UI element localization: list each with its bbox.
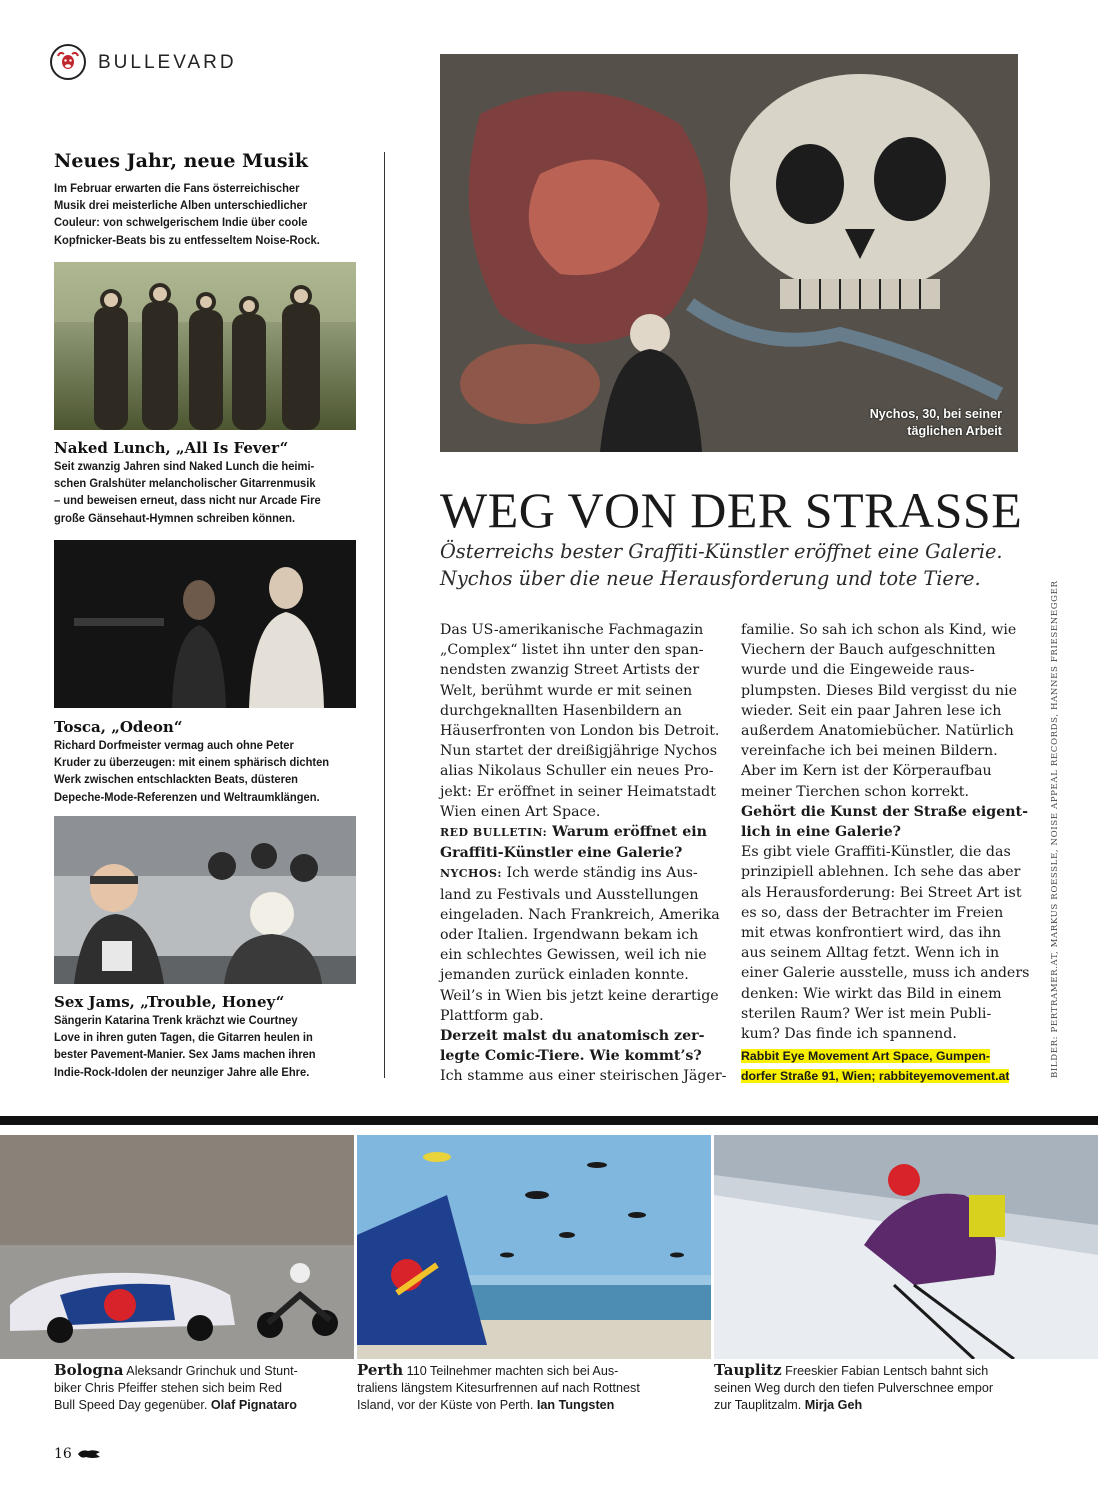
article-column-1 [440, 620, 730, 1087]
caption-text: seinen Weg durch den tiefen Pulverschnee empor [714, 1381, 994, 1395]
deck-line: Österreichs bester Graffiti-Künstler eröffnet eine Galerie. [440, 540, 1003, 563]
album-line: Seit zwanzig Jahren sind Naked Lunch die heimi- [54, 459, 315, 473]
body-line: Welt, berühmt wurde er mit seinen [440, 682, 693, 699]
caption-text: Freeskier Fabian Lentsch bahnt sich [781, 1364, 989, 1378]
body-line: durchgeknallten Hasenbildern an [440, 702, 682, 719]
answer-text: Ich werde ständig ins Aus- [501, 865, 698, 882]
answer-1 [440, 863, 730, 884]
section-divider-bar [0, 1116, 1098, 1125]
caption-city: Tauplitz [714, 1361, 782, 1379]
body-line: wurde und die Eingeweide raus- [741, 662, 975, 679]
page-number [54, 1446, 102, 1462]
question-text: lich in eine Galerie? [741, 824, 901, 841]
body-line: jemanden zurück einladen konnte. [440, 967, 689, 984]
body-line: land zu Festivals und Ausstellungen [440, 886, 699, 903]
perth-photo [357, 1135, 711, 1359]
body-line: Es gibt viele Graffiti-Künstler, die das [741, 844, 1011, 861]
question-text: Derzeit malst du anatomisch zer- [440, 1028, 705, 1045]
album-title: Sex Jams, „Trouble, Honey“ [54, 993, 285, 1011]
body-line: eingeladen. Nach Frankreich, Amerika [440, 906, 720, 923]
caption-city: Perth [357, 1361, 404, 1379]
body-line: familie. So sah ich schon als Kind, wie [741, 622, 1017, 638]
album-text [54, 737, 358, 806]
tauplitz-photo [714, 1135, 1098, 1359]
caption-city: Bologna [54, 1361, 124, 1379]
caption-text: traliens längstem Kitesurfrennen auf nach Rottnest [357, 1381, 640, 1395]
speaker-label: RED BULLETIN: [440, 826, 548, 840]
album-text [54, 1012, 358, 1081]
photo-caption [870, 406, 1002, 440]
caption-photographer: Mirja Geh [804, 1398, 863, 1412]
body-line: alias Nikolaus Schuller ein neues Pro- [440, 763, 714, 780]
caption-photographer: Olaf Pignataro [210, 1398, 297, 1412]
caption-text: Bull Speed Day gegenüber. [54, 1398, 211, 1412]
album-text [54, 458, 358, 527]
caption-photographer: Ian Tungsten [536, 1398, 615, 1412]
intro-line: Couleur: von schwelgerischem Indie über coole [54, 215, 308, 230]
body-line: oder Italien. Irgendwann bekam ich [440, 927, 699, 944]
album-line: Indie-Rock-Idolen der neunziger Jahre alle Ehre. [54, 1064, 310, 1079]
photo-caption-line: Nychos, 30, bei seiner [869, 407, 1002, 421]
question-text: Gehört die Kunst der Straße eigent- [741, 803, 1028, 820]
caption-text: Aleksandr Grinchuk und Stunt- [123, 1364, 298, 1378]
body-line: aus seinem Alltag fetzt. Wenn ich in [741, 945, 1000, 962]
tosca-photo [54, 540, 356, 708]
body-line: jekt: Er eröffnet in seiner Heimatstadt [440, 783, 716, 800]
body-line: Ich stamme aus einer steirischen Jäger- [440, 1068, 727, 1085]
body-line: es so, dass der Betrachter im Freien [741, 904, 1004, 921]
body-line: außerdem Anatomiebücher. Natürlich [741, 723, 1014, 740]
body-line: Wien einen Art Space. [440, 803, 601, 820]
album-line: Sängerin Katarina Trenk krächzt wie Courtney [54, 1013, 298, 1027]
album-line: bester Pavement-Manier. Sex Jams machen ihren [54, 1047, 316, 1062]
body-line: Häuserfronten von London bis Detroit. [440, 723, 720, 740]
body-line: einer Galerie ausstelle, muss ich anders [741, 965, 1030, 982]
question-text: legte Comic-Tiere. Wie kommt’s? [440, 1048, 702, 1065]
body-line: vereinfache ich bei meinen Bildern. [741, 743, 998, 760]
body-line: ein schlechtes Gewissen, weil ich nie [440, 947, 707, 964]
deck-line: Nychos über die neue Herausforderung und tote Tiere. [440, 567, 981, 590]
body-line: Das US-amerikanische Fachmagazin [440, 622, 704, 638]
body-line: Aber im Kern ist der Körperaufbau [741, 763, 992, 780]
body-line: kum? Das finde ich spannend. [741, 1026, 957, 1043]
caption-tauplitz [714, 1362, 1054, 1414]
body-line: Nun startet der dreißigjährige Nychos [440, 743, 718, 760]
album-line: – und beweisen erneut, dass nicht nur Arcade Fire [54, 493, 321, 508]
album-line: große Gänsehaut-Hymnen schreiben können. [54, 510, 296, 525]
bologna-photo [0, 1135, 354, 1359]
article-column-2 [741, 620, 1031, 1087]
album-line: Kruder zu überzeugen: mit einem sphärisch dichten [54, 755, 330, 770]
music-intro [54, 180, 358, 249]
intro-line: Kopfnicker-Beats bis zu entfesseltem Noise-Rock. [54, 232, 320, 247]
venue-info-line: Rabbit Eye Movement Art Space, Gumpen- [741, 1049, 990, 1064]
music-section-title: Neues Jahr, neue Musik [54, 150, 308, 172]
speaker-label: NYCHOS: [440, 867, 502, 881]
body-line: meiner Tierchen schon korrekt. [741, 783, 969, 800]
body-line: wieder. Seit ein paar Jahren lese ich [741, 702, 1002, 719]
caption-text: Island, vor der Küste von Perth. [357, 1398, 537, 1412]
photo-credits-text: BILDER: PERTRAMER.AT, MARKUS ROESSLE, NOISE APPEAL RECORDS, HANNES FRIESENEGGER [1050, 580, 1060, 1078]
album-title: Tosca, „Odeon“ [54, 718, 183, 736]
article-deck [440, 538, 1020, 592]
album-line: Love in ihren guten Tagen, die Gitarren heulen in [54, 1030, 313, 1045]
body-line: nendsten zwanzig Street Artists der [440, 662, 700, 679]
caption-text: zur Tauplitzalm. [714, 1398, 805, 1412]
column-divider [384, 152, 385, 1078]
photo-caption-line: täglichen Arbeit [907, 424, 1002, 438]
body-line: mit etwas konfrontiert wird, das ihn [741, 925, 1002, 942]
page-number-text: 16 [54, 1446, 72, 1462]
body-line: Viechern der Bauch aufgeschnitten [741, 642, 996, 659]
question-text: Graffiti-Künstler eine Galerie? [440, 845, 683, 862]
body-line: denken: Wie wirkt das Bild in einem [741, 985, 1002, 1002]
album-title: Naked Lunch, „All Is Fever“ [54, 439, 289, 457]
photo-credits [1050, 580, 1064, 1080]
question-text: Warum eröffnet ein [547, 824, 707, 841]
body-line: plumpsten. Dieses Bild vergisst du nie [741, 682, 1018, 699]
caption-bologna [54, 1362, 354, 1414]
intro-line: Im Februar erwarten die Fans österreichischer [54, 181, 300, 195]
caption-text: 110 Teilnehmer machten sich bei Aus- [403, 1364, 619, 1378]
intro-line: Musik drei meisterliche Alben unterschiedlicher [54, 198, 308, 213]
section-brand: BULLEVARD [98, 52, 237, 73]
bull-logo-icon [50, 44, 86, 80]
body-line: als Herausforderung: Bei Street Art ist [741, 884, 1022, 901]
caption-perth [357, 1362, 697, 1414]
body-line: „Complex“ listet ihn unter den span- [440, 642, 704, 659]
venue-info-line: dorfer Straße 91, Wien; rabbiteyemovement.at [741, 1069, 1010, 1084]
album-line: Richard Dorfmeister vermag auch ohne Peter [54, 738, 294, 752]
question-1 [440, 822, 730, 843]
album-line: Depeche-Mode-Referenzen und Weltraumklängen. [54, 789, 320, 804]
article-headline: WEG VON DER STRASSE [440, 482, 1023, 538]
caption-text: biker Chris Pfeiffer stehen sich beim Red [54, 1381, 282, 1395]
bull-icon [76, 1448, 102, 1460]
sex-jams-band-photo [54, 816, 356, 984]
album-line: schen Gralshüter melancholischer Gitarrenmusik [54, 476, 316, 491]
venue-info [741, 1046, 1031, 1086]
body-line: Plattform gab. [440, 1007, 544, 1024]
body-line: Weil’s in Wien bis jetzt keine derartige [440, 987, 719, 1004]
nychos-graffiti-photo [440, 54, 1018, 452]
naked-lunch-band-photo [54, 262, 356, 430]
body-line: prinzipiell ablehnen. Ich sehe das aber [741, 864, 1021, 881]
body-line: sterilen Raum? Wer ist mein Publi- [741, 1005, 992, 1022]
album-line: Werk zwischen entschlackten Beats, düsteren [54, 772, 298, 787]
